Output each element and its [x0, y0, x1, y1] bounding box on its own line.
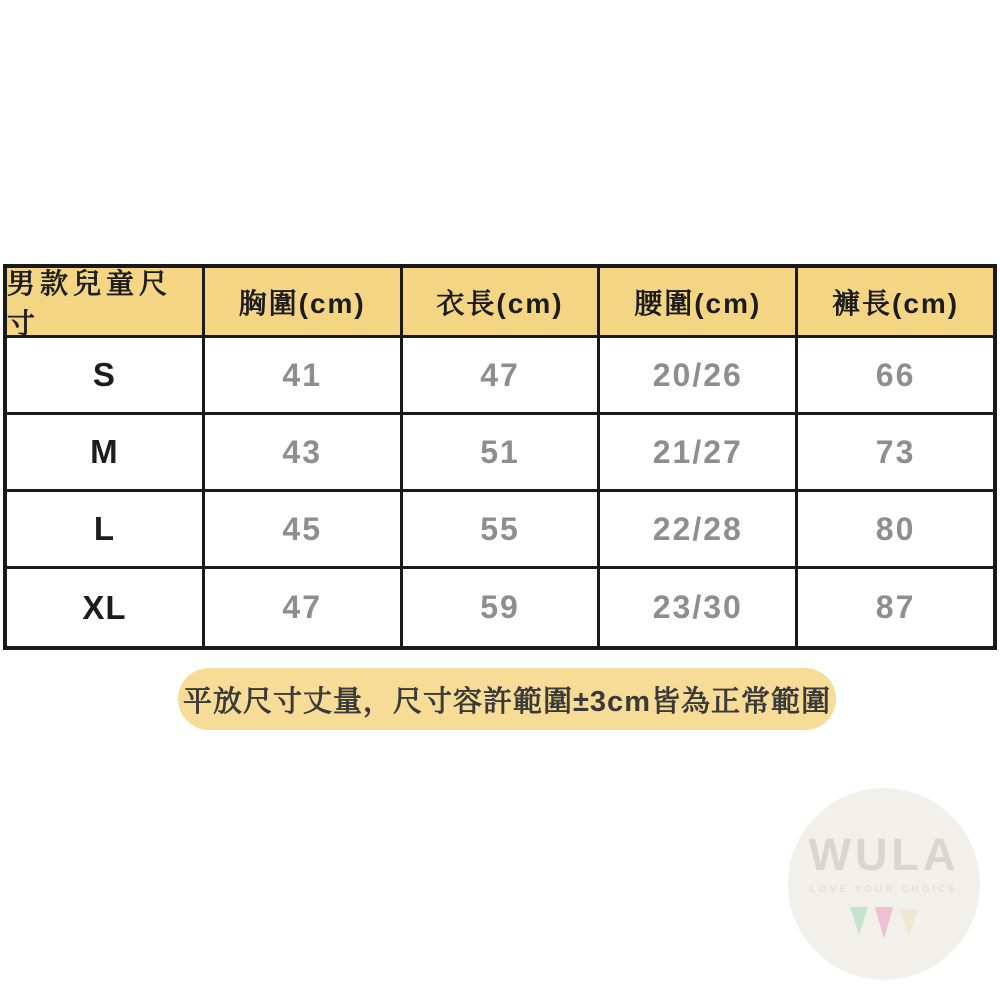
waist-value: 22/28 — [600, 492, 798, 566]
measurement-note-pill — [178, 668, 836, 730]
chest-value: 43 — [205, 415, 403, 489]
size-cell: M — [7, 415, 205, 489]
wula-tagline-text: LOVE YOUR CHOICE — [809, 884, 959, 895]
measurement-note-text: 平放尺寸丈量，尺寸容許範圍±3cm皆為正常範圍 — [183, 685, 831, 718]
length-value: 59 — [403, 569, 601, 646]
cone-icon-green — [850, 907, 868, 935]
waist-value: 21/27 — [600, 415, 798, 489]
pants-length-value: 73 — [875, 433, 916, 470]
waist-value: 23/30 — [600, 569, 798, 646]
cone-icon-pink — [875, 907, 893, 939]
length-value: 47 — [403, 338, 601, 412]
pants-length-value: 80 — [875, 510, 916, 547]
length-value: 55 — [403, 492, 601, 566]
table-header-row — [7, 268, 993, 338]
waist-value: 20/26 — [600, 338, 798, 412]
table-row-s — [7, 338, 993, 415]
header-cell-waist: 腰圍(cm) — [600, 268, 798, 335]
header-cell-pants-length: 褲長(cm) — [832, 287, 960, 319]
header-cell-chest: 胸圍(cm) — [205, 268, 403, 335]
wula-watermark — [788, 788, 980, 980]
length-value: 51 — [403, 415, 601, 489]
chest-value: 47 — [205, 569, 403, 646]
size-cell: S — [7, 338, 205, 412]
table-row-xl — [7, 569, 993, 646]
chest-value: 41 — [205, 338, 403, 412]
table-row-m — [7, 415, 993, 492]
size-table — [3, 264, 997, 650]
header-cell-size-label: 男款兒童尺寸 — [7, 268, 205, 335]
table-row-l — [7, 492, 993, 569]
header-cell-length: 衣長(cm) — [403, 268, 601, 335]
size-cell: XL — [7, 569, 205, 646]
pants-length-value: 87 — [875, 589, 916, 625]
chest-value: 45 — [205, 492, 403, 566]
cone-icon-cream — [900, 909, 918, 937]
wula-logo-cones — [850, 907, 918, 939]
size-cell: L — [7, 492, 205, 566]
wula-brand-text: WULA — [808, 829, 960, 880]
pants-length-value: 66 — [875, 356, 916, 393]
